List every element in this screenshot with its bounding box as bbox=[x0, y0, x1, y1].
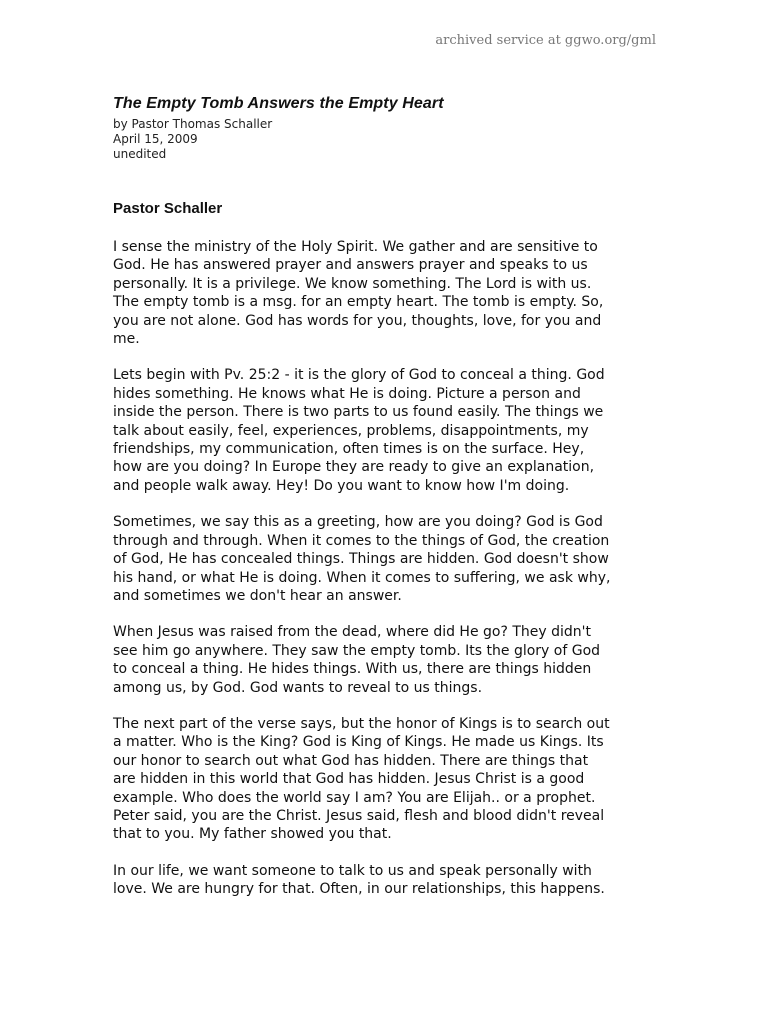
text-line: Peter said, you are the Christ. Jesus said, flesh and blood didn't reveal bbox=[113, 807, 605, 824]
text-line: Lets begin with Pv. 25:2 - it is the glory of God to conceal a thing. God bbox=[113, 367, 605, 384]
document-date: April 15, 2009 bbox=[113, 132, 198, 146]
author-line: by Pastor Thomas Schaller bbox=[113, 117, 273, 131]
text-line: through and through. When it comes to the things of God, the creation bbox=[113, 532, 610, 549]
text-line: and people walk away. Hey! Do you want to know how I'm doing. bbox=[113, 477, 570, 494]
text-line: of God, He has concealed things. Things are hidden. God doesn't show bbox=[113, 551, 609, 568]
text-line: The empty tomb is a msg. for an empty heart. The tomb is empty. So, bbox=[113, 294, 604, 311]
text-line: how are you doing? In Europe they are ready to give an explanation, bbox=[113, 459, 595, 476]
text-line: I sense the ministry of the Holy Spirit. We gather and are sensitive to bbox=[113, 239, 598, 255]
text-line: are hidden in this world that God has hidden. Jesus Christ is a good bbox=[113, 771, 585, 788]
text-line: personally. It is a privilege. We know something. The Lord is with us. bbox=[113, 275, 592, 292]
speaker-heading: Pastor Schaller bbox=[113, 200, 223, 217]
text-line: example. Who does the world say I am? You are Elijah.. or a prophet. bbox=[113, 789, 596, 806]
text-line: a matter. Who is the King? God is King of Kings. He made us Kings. Its bbox=[113, 734, 604, 751]
paragraph bbox=[113, 513, 658, 605]
paragraph bbox=[113, 862, 658, 899]
text-line: his hand, or what He is doing. When it comes to suffering, we ask why, bbox=[113, 569, 611, 586]
paragraph bbox=[113, 623, 658, 697]
paragraph bbox=[113, 238, 658, 348]
paragraph bbox=[113, 715, 658, 844]
text-line: and sometimes we don't hear an answer. bbox=[113, 587, 402, 604]
text-line: The next part of the verse says, but the honor of Kings is to search out bbox=[113, 715, 610, 732]
text-line: When Jesus was raised from the dead, where did He go? They didn't bbox=[113, 624, 592, 641]
text-line: that to you. My father showed you that. bbox=[113, 826, 392, 843]
document-status: unedited bbox=[113, 147, 167, 161]
text-line: among us, by God. God wants to reveal to us things. bbox=[113, 679, 483, 696]
text-line: you are not alone. God has words for you, thoughts, love, for you and bbox=[113, 312, 602, 329]
archive-note: archived service at ggwo.org/gml bbox=[435, 33, 656, 48]
text-line: In our life, we want someone to talk to us and speak personally with bbox=[113, 862, 592, 879]
text-line: God. He has answered prayer and answers prayer and speaks to us bbox=[113, 257, 588, 274]
text-line: to conceal a thing. He hides things. With us, there are things hidden bbox=[113, 661, 592, 678]
paragraph bbox=[113, 366, 658, 495]
text-line: talk about easily, feel, experiences, problems, disappointments, my bbox=[113, 422, 589, 439]
text-line: love. We are hungry for that. Often, in our relationships, this happens. bbox=[113, 881, 605, 898]
text-line: Sometimes, we say this as a greeting, how are you doing? God is God bbox=[113, 514, 603, 531]
document-title: The Empty Tomb Answers the Empty Heart bbox=[113, 95, 444, 112]
document bbox=[113, 94, 658, 917]
text-line: friendships, my communication, often times is on the surface. Hey, bbox=[113, 441, 585, 458]
text-line: inside the person. There is two parts to us found easily. The things we bbox=[113, 404, 604, 421]
text-line: our honor to search out what God has hidden. There are things that bbox=[113, 752, 589, 769]
text-line: see him go anywhere. They saw the empty tomb. Its the glory of God bbox=[113, 642, 601, 659]
text-line: hides something. He knows what He is doing. Picture a person and bbox=[113, 385, 581, 402]
body-text bbox=[113, 238, 658, 899]
text-line: me. bbox=[113, 331, 140, 348]
